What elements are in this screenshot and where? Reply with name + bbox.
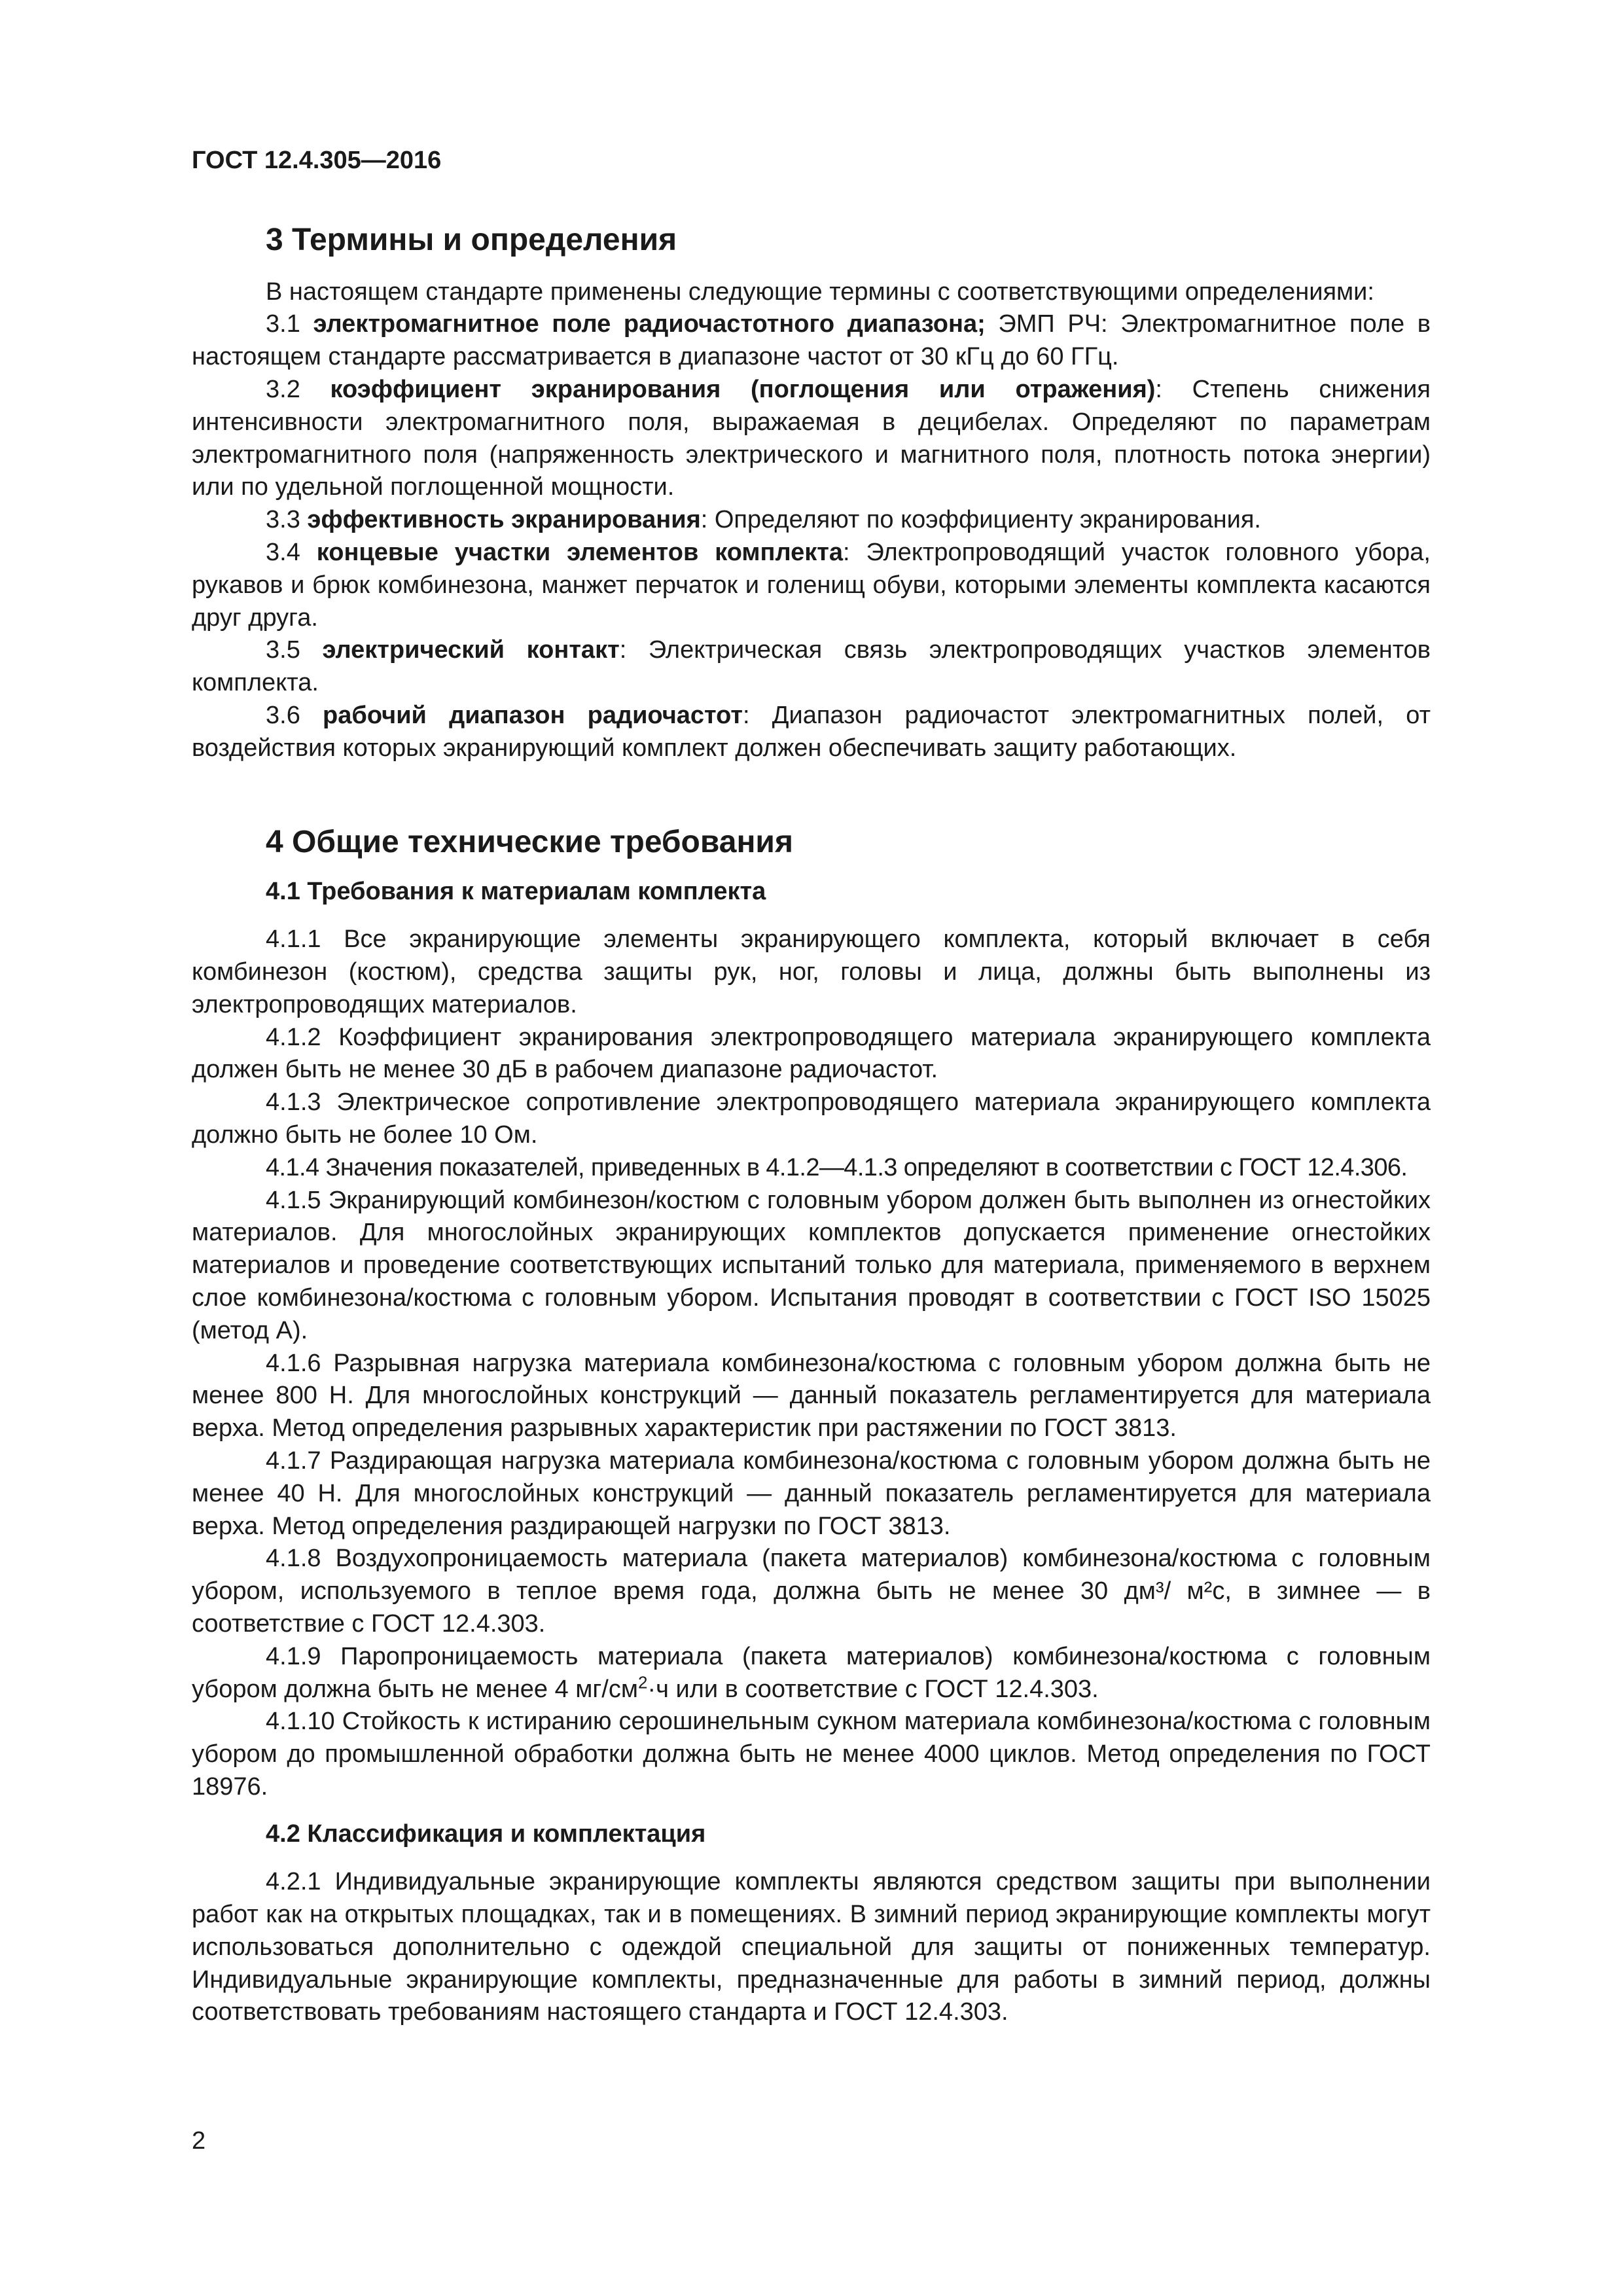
- term-definition: : Определяют по коэффициенту экранирования.: [700, 506, 1261, 534]
- term-name: эффективность экранирования: [307, 506, 701, 534]
- term-definition: : Степень снижения интенсивности электромагнитного поля, выражаемая в децибелах. Определяют по параметрам электромагнитного поля (напряженность электрического и магнитного поля, плотность потока энергии) или по удельной поглощенной мощности.: [192, 375, 1431, 501]
- page-number: 2: [192, 2127, 206, 2155]
- term-definition: : Электрическая связь электропроводящих участков элементов комплекта.: [192, 636, 1431, 697]
- term-number: 3.6: [266, 701, 300, 729]
- paragraph-4-1-2: 4.1.2 Коэффициент экранирования электропроводящего материала экранирующего комплекта должен быть не менее 30 дБ в рабочем диапазоне радиочастот.: [192, 1023, 1431, 1084]
- paragraph-text: ·ч или в соответствие с ГОСТ 12.4.303.: [647, 1675, 1099, 1703]
- term-name: электрический контакт: [322, 636, 620, 664]
- paragraph-4-1-5: 4.1.5 Экранирующий комбинезон/костюм с головным убором должен быть выполнен из огнестойких материалов. Для многослойных экранирующих комплектов допускается применение огнестойких материалов и проведение соответствующих испытаний только для материала, применяемого в верхнем слое комбинезона/костюма с головным убором. Испытания проводят в соответствии с ГОСТ ISO 15025 (метод А).: [192, 1186, 1431, 1344]
- term-3-1: [192, 308, 1431, 374]
- subsection-4-2-title: 4.2 Классификация и комплектация: [266, 1820, 706, 1848]
- document-header-code: ГОСТ 12.4.305—2016: [192, 147, 442, 174]
- paragraph-4-1-3: 4.1.3 Электрическое сопротивление электропроводящего материала экранирующего комплекта должно быть не более 10 Ом.: [192, 1088, 1431, 1149]
- term-definition: : Электропроводящий участок головного убора, рукавов и брюк комбинезона, манжет перчаток и голенищ обуви, которыми элементы комплекта касаются друг друга.: [192, 538, 1431, 632]
- section-3-intro: В настоящем стандарте применены следующие термины с соответствующими определениями:: [266, 278, 1374, 306]
- section-3: [192, 221, 1431, 765]
- term-3-3: [192, 504, 1431, 537]
- section-3-title: 3 Термины и определения: [266, 223, 677, 257]
- term-name: электромагнитное поле радиочастотного диапазона;: [313, 310, 986, 338]
- term-number: 3.5: [266, 636, 300, 664]
- superscript: 2: [637, 1672, 648, 1692]
- paragraph-text: 4.1.9 Паропроницаемость материала (пакета материалов) комбинезона/костюма с головным убором должна быть не менее 4 мг/см: [192, 1642, 1431, 1703]
- term-3-6: [192, 700, 1431, 765]
- term-definition: : Диапазон радиочастот электромагнитных полей, от воздействия которых экранирующий комплект должен обеспечивать защиту работающих.: [192, 701, 1431, 762]
- paragraph-4-1-1: 4.1.1 Все экранирующие элементы экранирующего комплекта, который включает в себя комбинезон (костюм), средства защиты рук, ног, головы и лица, должны быть выполнены из электропроводящих материалов.: [192, 925, 1431, 1018]
- paragraph-4-1-6: 4.1.6 Разрывная нагрузка материала комбинезона/костюма с головным убором должна быть не менее 800 Н. Для многослойных конструкций — данный показатель регламентируется для материала верха. Метод определения разрывных характеристик при растяжении по ГОСТ 3813.: [192, 1349, 1431, 1443]
- term-name: концевые участки элементов комплекта: [316, 538, 844, 566]
- paragraph-4-1-10: 4.1.10 Стойкость к истиранию серошинельным сукном материала комбинезона/костюма с головным убором до промышленной обработки должна быть не менее 4000 циклов. Метод определения по ГОСТ 18976.: [192, 1708, 1431, 1801]
- term-3-5: [192, 634, 1431, 700]
- paragraph-4-1-7: 4.1.7 Раздирающая нагрузка материала комбинезона/костюма с головным убором должна быть не менее 40 Н. Для многослойных конструкций — данный показатель регламентируется для материала верха. Метод определения раздирающей нагрузки по ГОСТ 3813.: [192, 1446, 1431, 1540]
- subsection-4-1-title: 4.1 Требования к материалам комплекта: [266, 877, 766, 905]
- paragraph-4-1-8: 4.1.8 Воздухопроницаемость материала (пакета материалов) комбинезона/костюма с головным убором, используемого в теплое время года, должна быть не менее 30 дм³/ м²с, в зимнее — в соответствие с ГОСТ 12.4.303.: [192, 1545, 1431, 1638]
- term-definition: ЭМП РЧ: Электромагнитное поле в настоящем стандарте рассматривается в диапазоне частот от 30 кГц до 60 ГГц.: [192, 310, 1431, 371]
- section-4: [192, 823, 1431, 2029]
- term-number: 3.4: [266, 538, 300, 566]
- paragraph-4-1-4: 4.1.4 Значения показателей, приведенных в 4.1.2—4.1.3 определяют в соответствии с ГОСТ 12.4.306.: [266, 1153, 1408, 1181]
- term-number: 3.2: [266, 375, 300, 403]
- term-name: рабочий диапазон радиочастот: [323, 701, 743, 729]
- term-number: 3.3: [266, 506, 300, 534]
- term-3-2: [192, 374, 1431, 504]
- term-3-4: [192, 537, 1431, 634]
- paragraph-4-2-1: 4.2.1 Индивидуальные экранирующие комплекты являются средством защиты при выполнении работ как на открытых площадках, так и в помещениях. В зимний период экранирующие комплекты могут использоваться дополнительно с одеждой специальной для защиты от пониженных температур. Индивидуальные экранирующие комплекты, предназначенные для работы в зимний период, должны соответствовать требованиям настоящего стандарта и ГОСТ 12.4.303.: [192, 1868, 1431, 2026]
- term-number: 3.1: [266, 310, 300, 338]
- term-name: коэффициент экранирования (поглощения или отражения): [330, 375, 1156, 403]
- section-4-title: 4 Общие технические требования: [266, 825, 793, 859]
- paragraph-4-1-9: [192, 1641, 1431, 1706]
